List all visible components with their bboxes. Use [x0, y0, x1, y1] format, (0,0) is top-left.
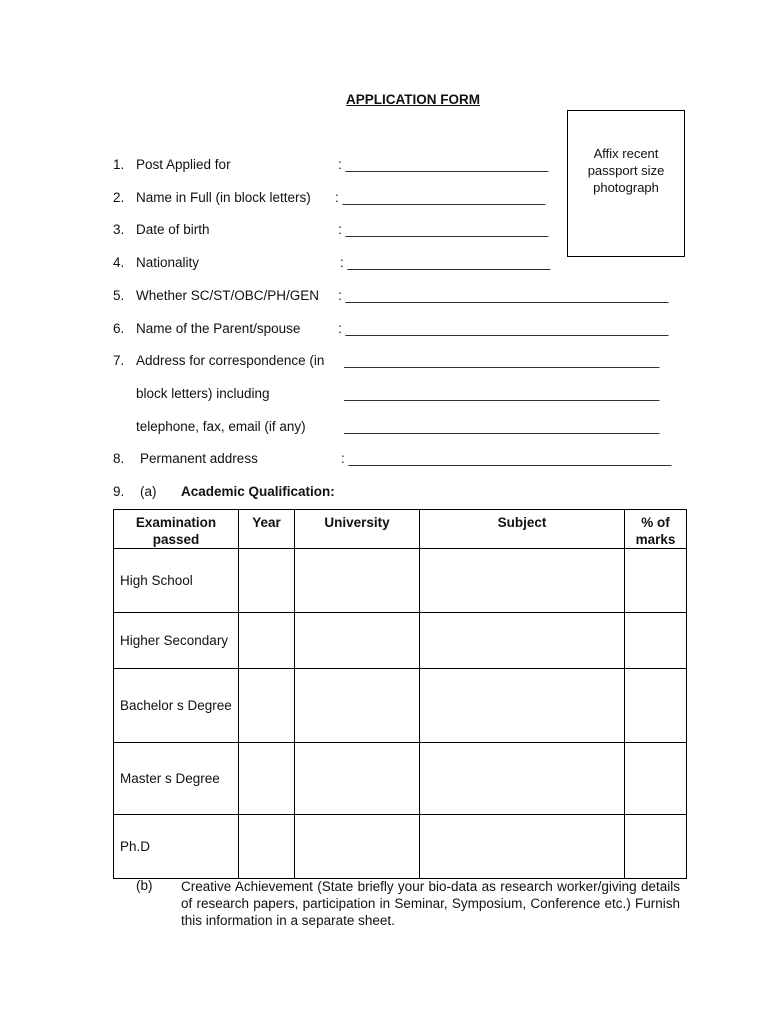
- field-label-permanent-address: Permanent address: [140, 451, 258, 466]
- field-label-parent-spouse: Name of the Parent/spouse: [136, 321, 301, 336]
- table-row: [114, 743, 687, 815]
- address-field-line-2[interactable]: __________________________________________: [344, 386, 660, 401]
- column-header-year: Year: [239, 510, 295, 549]
- exam-cell-high-school: High School: [114, 549, 239, 613]
- photo-box: [567, 110, 685, 257]
- photo-box-line-1: Affix recent: [593, 146, 659, 161]
- university-cell[interactable]: [295, 743, 420, 815]
- university-cell[interactable]: [295, 815, 420, 879]
- year-cell[interactable]: [239, 613, 295, 669]
- year-cell[interactable]: [239, 669, 295, 743]
- field-label-nationality: Nationality: [136, 255, 200, 270]
- column-header-marks: % of marks: [625, 510, 687, 549]
- subject-cell[interactable]: [420, 815, 625, 879]
- marks-cell[interactable]: [625, 669, 687, 743]
- marks-cell[interactable]: [625, 743, 687, 815]
- permanent-address-field[interactable]: : ___________________________________________: [341, 451, 672, 466]
- academic-qualification-heading: Academic Qualification:: [181, 484, 335, 499]
- subject-cell[interactable]: [420, 743, 625, 815]
- photo-box-line-3: photograph: [593, 180, 659, 195]
- field-number-5: 5.: [113, 288, 125, 303]
- field-number-8: 8.: [113, 451, 125, 466]
- column-header-subject: Subject: [420, 510, 625, 549]
- creative-achievement-note: Creative Achievement (State briefly your bio-data as research worker/giving details of research papers, participation in Seminar, Symposium, Conference etc.) Furnish this information in a separate sheet.: [181, 879, 680, 928]
- field-number-9: 9.: [113, 484, 125, 499]
- year-cell[interactable]: [239, 549, 295, 613]
- marks-cell[interactable]: [625, 613, 687, 669]
- marks-cell[interactable]: [625, 815, 687, 879]
- column-header-university: University: [295, 510, 420, 549]
- field-number-4: 4.: [113, 255, 125, 270]
- exam-cell-phd: Ph.D: [114, 815, 239, 879]
- table-row: [114, 815, 687, 879]
- field-number-3: 3.: [113, 222, 125, 237]
- table-row: [114, 669, 687, 743]
- item-9-sub-b: (b): [136, 878, 153, 893]
- table-header-row: [114, 510, 687, 549]
- year-cell[interactable]: [239, 815, 295, 879]
- field-label-category: Whether SC/ST/OBC/PH/GEN: [136, 288, 320, 303]
- table-row: [114, 613, 687, 669]
- field-label-date-of-birth: Date of birth: [136, 222, 210, 237]
- exam-cell-bachelors: Bachelor s Degree: [114, 669, 239, 743]
- address-field-line-3[interactable]: __________________________________________: [344, 419, 660, 434]
- subject-cell[interactable]: [420, 613, 625, 669]
- category-field[interactable]: : ___________________________________________: [338, 288, 669, 303]
- field-label-address-line-3: telephone, fax, email (if any): [136, 419, 306, 434]
- university-cell[interactable]: [295, 613, 420, 669]
- academic-qualification-table: [113, 509, 687, 879]
- nationality-field[interactable]: : ___________________________: [340, 255, 551, 270]
- column-header-examination: Examination passed: [114, 510, 239, 549]
- full-name-field[interactable]: : ___________________________: [335, 190, 546, 205]
- subject-cell[interactable]: [420, 549, 625, 613]
- post-applied-field[interactable]: : ___________________________: [338, 157, 549, 172]
- exam-cell-masters: Master s Degree: [114, 743, 239, 815]
- date-of-birth-field[interactable]: : ___________________________: [338, 222, 549, 237]
- field-label-address-line-1: Address for correspondence (in: [136, 353, 325, 368]
- field-number-7: 7.: [113, 353, 125, 368]
- photo-box-line-2: passport size: [587, 163, 665, 178]
- table-row: [114, 549, 687, 613]
- address-field-line-1[interactable]: __________________________________________: [344, 353, 660, 368]
- exam-cell-higher-secondary: Higher Secondary: [114, 613, 239, 669]
- university-cell[interactable]: [295, 669, 420, 743]
- marks-cell[interactable]: [625, 549, 687, 613]
- field-label-address-line-2: block letters) including: [136, 386, 270, 401]
- field-label-post-applied: Post Applied for: [136, 157, 231, 172]
- item-9-sub-a: (a): [140, 484, 157, 499]
- parent-spouse-field[interactable]: : ___________________________________________: [338, 321, 669, 336]
- subject-cell[interactable]: [420, 669, 625, 743]
- university-cell[interactable]: [295, 549, 420, 613]
- year-cell[interactable]: [239, 743, 295, 815]
- field-number-1: 1.: [113, 157, 125, 172]
- field-number-6: 6.: [113, 321, 125, 336]
- form-title: APPLICATION FORM: [346, 92, 480, 107]
- field-number-2: 2.: [113, 190, 125, 205]
- field-label-full-name: Name in Full (in block letters): [136, 190, 311, 205]
